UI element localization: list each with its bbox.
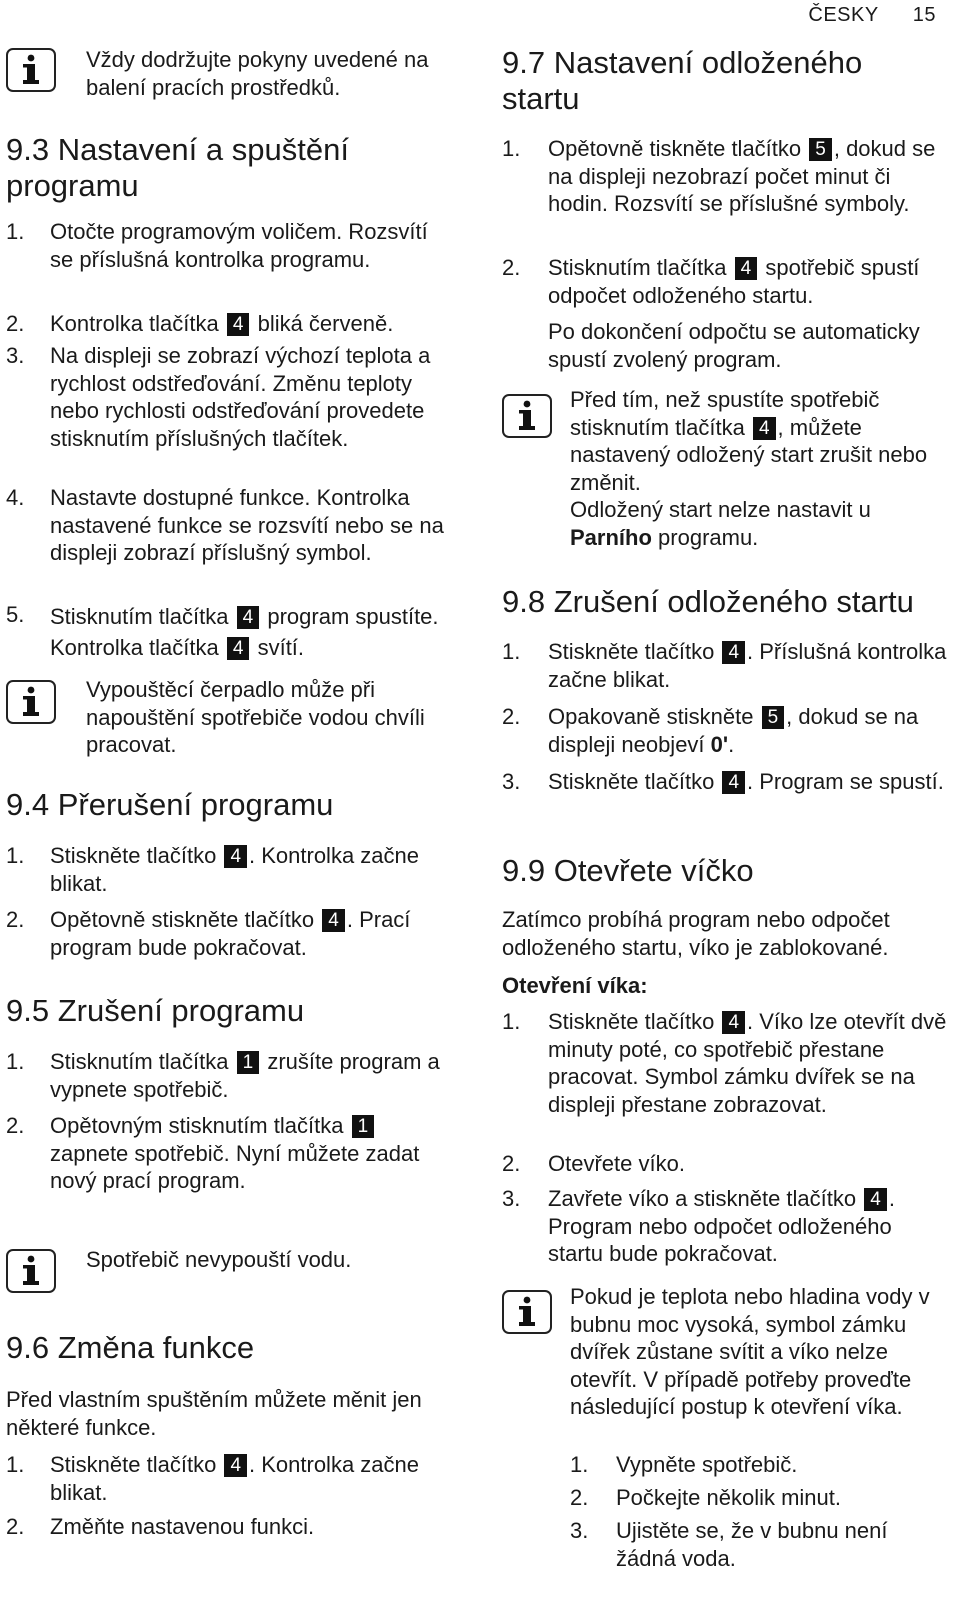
info-note: Vypouštěcí čerpadlo může při napouštění spotřebiče vodou chvíli pracovat. [86,677,425,757]
section-title: 9.3 Nastavení a spuštění programu [6,132,349,203]
subheading: Otevření víka: [502,973,648,998]
key-badge: 1 [352,1115,375,1138]
info-note: Spotřebič nevypouští vodu. [86,1247,352,1272]
key-badge: 4 [722,1011,745,1034]
language-label: ČESKY [808,4,879,26]
paragraph: Zatímco probíhá program nebo odpočet odloženého startu, víko je zablokované. [502,907,890,960]
section-title: 9.5 Zrušení programu [6,993,305,1028]
section-title: 9.9 Otevřete víčko [502,853,754,888]
info-icon [6,1249,56,1293]
section-title: 9.4 Přerušení programu [6,787,334,822]
key-badge: 1 [237,1051,260,1074]
info-icon [502,1290,552,1334]
paragraph: Před vlastním spuštěním můžete měnit jen některé funkce. [6,1387,422,1440]
info-icon [6,680,56,724]
section-title: 9.8 Zrušení odloženého startu [502,584,914,619]
info-note: Před tím, než spustíte spotřebič stisknutím tlačítka 4 , můžete nastavený odložený start zrušit nebo změnit. Odložený start nelze nastavit u Parního programu. [570,387,928,550]
key-badge: 4 [227,637,250,660]
info-note: Vždy dodržujte pokyny uvedené na balení pracích prostředků. [86,47,429,100]
key-badge: 4 [753,417,776,440]
page-header [808,4,936,27]
key-badge: 4 [224,1454,247,1477]
key-badge: 4 [224,845,247,868]
info-icon [6,48,56,92]
key-badge: 5 [809,138,832,161]
key-badge: 4 [722,771,745,794]
section-title: 9.7 Nastavení odloženého startu [502,45,863,116]
section-title: 9.6 Změna funkce [6,1330,255,1365]
key-badge: 4 [322,909,345,932]
info-icon [502,394,552,438]
key-badge: 4 [722,641,745,664]
key-badge: 4 [735,257,758,280]
info-note: Pokud je teplota nebo hladina vody v bubnu moc vysoká, symbol zámku dvířek zůstane svítit a víko nelze otevřít. V případě potřeby proveďte následující postup k otevření víka. [570,1284,930,1419]
key-badge: 4 [227,313,250,336]
key-badge: 4 [864,1188,887,1211]
page-number: 15 [912,4,936,26]
key-badge: 5 [762,706,785,729]
key-badge: 4 [237,606,260,629]
paragraph: Po dokončení odpočtu se automaticky spustí zvolený program. [548,319,920,372]
